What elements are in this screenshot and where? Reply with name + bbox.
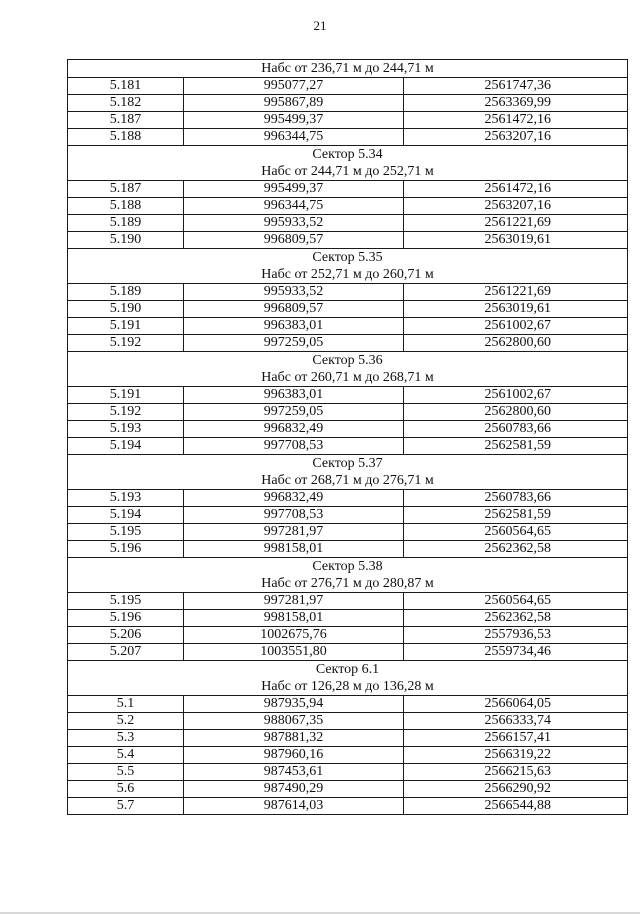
- coordinate-x: 995499,37: [184, 112, 404, 129]
- point-number: 5.4: [68, 747, 184, 764]
- height-range: Набс от 276,71 м до 280,87 м: [261, 576, 434, 591]
- coordinate-x: 995077,27: [184, 78, 404, 95]
- coordinate-x: 996809,57: [184, 301, 404, 318]
- table-row: [68, 301, 628, 318]
- coordinate-y: 2562800,60: [404, 335, 628, 352]
- section-header-row: [68, 60, 628, 78]
- table-row: [68, 215, 628, 232]
- table-row: [68, 387, 628, 404]
- section-header: [68, 352, 628, 387]
- point-number: 5.189: [68, 215, 184, 232]
- point-number: 5.194: [68, 507, 184, 524]
- table-row: [68, 335, 628, 352]
- point-number: 5.187: [68, 112, 184, 129]
- point-number: 5.194: [68, 438, 184, 455]
- coordinate-y: 2557936,53: [404, 627, 628, 644]
- sector-title: Сектор 5.34: [312, 147, 383, 162]
- point-number: 5.182: [68, 95, 184, 112]
- coordinate-x: 996383,01: [184, 387, 404, 404]
- point-number: 5.188: [68, 198, 184, 215]
- section-header: [68, 455, 628, 490]
- table-row: [68, 421, 628, 438]
- coordinate-x: 996383,01: [184, 318, 404, 335]
- table-row: [68, 95, 628, 112]
- coordinate-x: 997259,05: [184, 335, 404, 352]
- point-number: 5.207: [68, 644, 184, 661]
- point-number: 5.5: [68, 764, 184, 781]
- coordinate-y: 2560564,65: [404, 593, 628, 610]
- section-header: [68, 249, 628, 284]
- coordinate-y: 2561747,36: [404, 78, 628, 95]
- coordinate-y: 2566544,88: [404, 798, 628, 815]
- section-header: [68, 146, 628, 181]
- coordinate-y: 2560783,66: [404, 490, 628, 507]
- point-number: 5.3: [68, 730, 184, 747]
- coordinate-y: 2561221,69: [404, 215, 628, 232]
- coordinate-x: 996832,49: [184, 490, 404, 507]
- coordinate-x: 995867,89: [184, 95, 404, 112]
- point-number: 5.7: [68, 798, 184, 815]
- table-row: [68, 112, 628, 129]
- table-row: [68, 507, 628, 524]
- table-row: [68, 610, 628, 627]
- height-range: Набс от 126,28 м до 136,28 м: [261, 679, 434, 694]
- point-number: 5.187: [68, 181, 184, 198]
- point-number: 5.196: [68, 610, 184, 627]
- coordinate-x: 1002675,76: [184, 627, 404, 644]
- table-row: [68, 541, 628, 558]
- section-header-row: [68, 558, 628, 593]
- height-range: Набс от 236,71 м до 244,71 м: [261, 61, 434, 76]
- point-number: 5.193: [68, 490, 184, 507]
- coordinate-x: 987614,03: [184, 798, 404, 815]
- point-number: 5.193: [68, 421, 184, 438]
- coordinate-y: 2563019,61: [404, 232, 628, 249]
- point-number: 5.192: [68, 335, 184, 352]
- coordinate-x: 997708,53: [184, 507, 404, 524]
- table-row: [68, 404, 628, 421]
- coordinate-y: 2566215,63: [404, 764, 628, 781]
- coordinate-x: 998158,01: [184, 541, 404, 558]
- sector-title: Сектор 5.35: [312, 250, 383, 265]
- coordinates-table: [67, 59, 628, 815]
- coordinate-y: 2562800,60: [404, 404, 628, 421]
- coordinate-x: 987935,94: [184, 696, 404, 713]
- coordinate-y: 2560564,65: [404, 524, 628, 541]
- point-number: 5.195: [68, 593, 184, 610]
- point-number: 5.196: [68, 541, 184, 558]
- coordinate-y: 2562362,58: [404, 541, 628, 558]
- coordinate-y: 2563019,61: [404, 301, 628, 318]
- coordinate-x: 996344,75: [184, 198, 404, 215]
- sector-title: Сектор 5.38: [312, 559, 383, 574]
- coordinate-x: 988067,35: [184, 713, 404, 730]
- table-row: [68, 713, 628, 730]
- sector-title: Сектор 5.36: [312, 353, 383, 368]
- coordinate-x: 987490,29: [184, 781, 404, 798]
- table-row: [68, 524, 628, 541]
- coordinate-x: 997708,53: [184, 438, 404, 455]
- section-header-row: [68, 146, 628, 181]
- coordinate-y: 2566064,05: [404, 696, 628, 713]
- table-row: [68, 730, 628, 747]
- coordinate-y: 2566157,41: [404, 730, 628, 747]
- table-row: [68, 129, 628, 146]
- point-number: 5.190: [68, 301, 184, 318]
- page-number: 21: [313, 18, 327, 33]
- coordinate-y: 2559734,46: [404, 644, 628, 661]
- height-range: Набс от 268,71 м до 276,71 м: [261, 473, 434, 488]
- coordinate-y: 2566333,74: [404, 713, 628, 730]
- coordinate-y: 2562362,58: [404, 610, 628, 627]
- coordinate-x: 996344,75: [184, 129, 404, 146]
- height-range: Набс от 252,71 м до 260,71 м: [261, 267, 434, 282]
- coordinate-y: 2561472,16: [404, 112, 628, 129]
- coordinate-x: 987453,61: [184, 764, 404, 781]
- table-row: [68, 627, 628, 644]
- point-number: 5.6: [68, 781, 184, 798]
- section-header-row: [68, 455, 628, 490]
- sector-title: Сектор 6.1: [315, 662, 380, 677]
- point-number: 5.191: [68, 318, 184, 335]
- coordinate-x: 996809,57: [184, 232, 404, 249]
- coordinate-x: 996832,49: [184, 421, 404, 438]
- coordinate-y: 2566319,22: [404, 747, 628, 764]
- coordinate-x: 987960,16: [184, 747, 404, 764]
- coordinate-y: 2561472,16: [404, 181, 628, 198]
- coordinate-x: 997281,97: [184, 524, 404, 541]
- coordinate-x: 1003551,80: [184, 644, 404, 661]
- table-row: [68, 198, 628, 215]
- coordinate-y: 2561002,67: [404, 318, 628, 335]
- coordinate-y: 2563207,16: [404, 198, 628, 215]
- coordinate-x: 997281,97: [184, 593, 404, 610]
- table-row: [68, 78, 628, 95]
- point-number: 5.1: [68, 696, 184, 713]
- point-number: 5.188: [68, 129, 184, 146]
- coordinate-y: 2566290,92: [404, 781, 628, 798]
- coordinate-x: 995933,52: [184, 284, 404, 301]
- table-row: [68, 764, 628, 781]
- height-range: Набс от 244,71 м до 252,71 м: [261, 164, 434, 179]
- table-row: [68, 781, 628, 798]
- coordinate-y: 2561002,67: [404, 387, 628, 404]
- point-number: 5.190: [68, 232, 184, 249]
- coordinate-x: 995933,52: [184, 215, 404, 232]
- coordinate-y: 2562581,59: [404, 507, 628, 524]
- coordinate-x: 997259,05: [184, 404, 404, 421]
- table-row: [68, 490, 628, 507]
- sector-title: Сектор 5.37: [312, 456, 383, 471]
- coordinate-x: 987881,32: [184, 730, 404, 747]
- point-number: 5.206: [68, 627, 184, 644]
- table-row: [68, 232, 628, 249]
- coordinate-y: 2563207,16: [404, 129, 628, 146]
- table-row: [68, 798, 628, 815]
- coordinate-y: 2562581,59: [404, 438, 628, 455]
- point-number: 5.2: [68, 713, 184, 730]
- table-row: [68, 438, 628, 455]
- section-header: [68, 661, 628, 696]
- table-row: [68, 181, 628, 198]
- point-number: 5.191: [68, 387, 184, 404]
- section-header: [68, 558, 628, 593]
- section-header-row: [68, 249, 628, 284]
- height-range: Набс от 260,71 м до 268,71 м: [261, 370, 434, 385]
- coordinates-table-body: [68, 60, 628, 815]
- table-row: [68, 284, 628, 301]
- table-row: [68, 747, 628, 764]
- point-number: 5.192: [68, 404, 184, 421]
- coordinate-x: 998158,01: [184, 610, 404, 627]
- table-row: [68, 593, 628, 610]
- table-row: [68, 696, 628, 713]
- coordinate-x: 995499,37: [184, 181, 404, 198]
- table-row: [68, 644, 628, 661]
- section-header: [68, 60, 628, 78]
- table-row: [68, 318, 628, 335]
- point-number: 5.189: [68, 284, 184, 301]
- point-number: 5.195: [68, 524, 184, 541]
- point-number: 5.181: [68, 78, 184, 95]
- section-header-row: [68, 352, 628, 387]
- coordinate-y: 2560783,66: [404, 421, 628, 438]
- section-header-row: [68, 661, 628, 696]
- coordinate-y: 2563369,99: [404, 95, 628, 112]
- coordinate-y: 2561221,69: [404, 284, 628, 301]
